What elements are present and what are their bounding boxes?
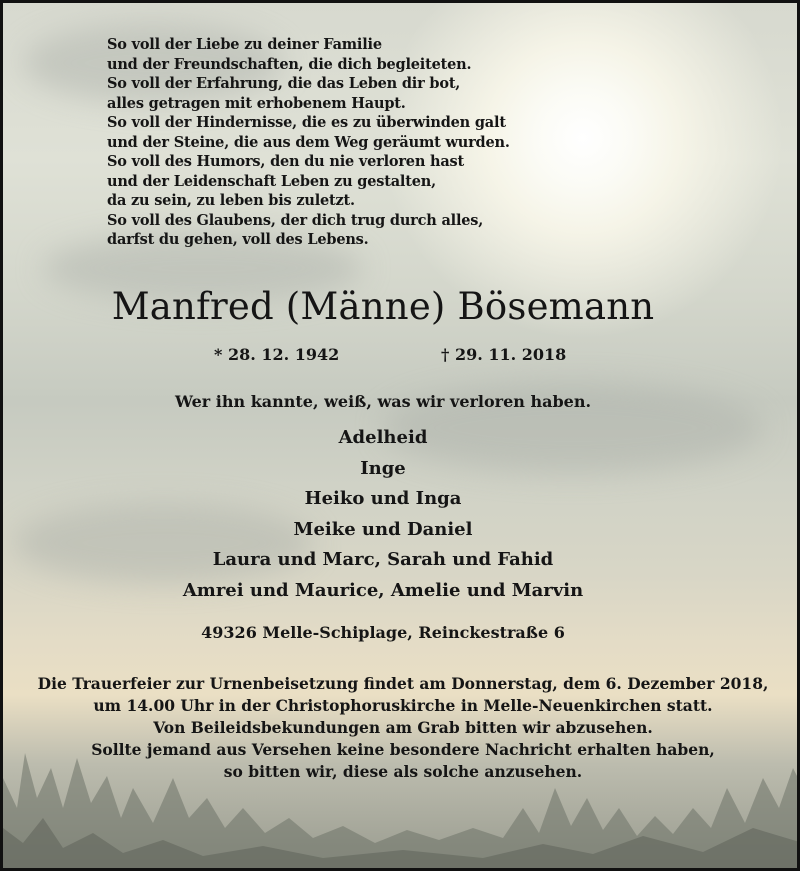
service-line: Von Beileidsbekundungen am Grab bitten wir abzusehen. (153, 718, 653, 737)
notice-content (3, 3, 797, 868)
mourner-entry: Laura und Marc, Sarah und Fahid (212, 549, 554, 570)
service-line: Sollte jemand aus Versehen keine besondere Nachricht erhalten haben, (91, 740, 715, 759)
deceased-name: Manfred (Männe) Bösemann (111, 285, 655, 328)
death-date: † 29. 11. 2018 (441, 345, 567, 364)
service-line: Die Trauerfeier zur Urnenbeisetzung findet am Donnerstag, dem 6. Dezember 2018, (37, 674, 769, 693)
service-line: so bitten wir, diese als solche anzusehen. (223, 762, 583, 781)
memorial-quote: Wer ihn kannte, weiß, was wir verloren haben. (174, 392, 592, 411)
mourner-entry: Heiko und Inga (304, 488, 462, 509)
poem-line: und der Freundschaften, die dich begleiteten. (107, 55, 472, 73)
funeral-service-info (3, 673, 800, 783)
family-address: 49326 Melle-Schiplage, Reinckestraße 6 (201, 623, 565, 642)
poem-line: darfst du gehen, voll des Lebens. (107, 231, 369, 248)
poem-line: So voll des Glaubens, der dich trug durch alles, (107, 211, 484, 229)
poem-line: und der Steine, die aus dem Weg geräumt wurden. (107, 133, 510, 151)
poem-line: alles getragen mit erhobenem Haupt. (107, 94, 406, 112)
poem-line: So voll der Erfahrung, die das Leben dir bot, (107, 75, 461, 92)
mourner-entry: Meike und Daniel (293, 518, 473, 540)
poem-line: So voll des Humors, den du nie verloren hast (107, 153, 465, 170)
poem (107, 35, 567, 250)
birth-date: * 28. 12. 1942 (214, 345, 340, 364)
mourner-entry: Inge (360, 457, 406, 479)
mourner-entry: Adelheid (338, 427, 428, 448)
poem-line: So voll der Hindernisse, die es zu überwinden galt (107, 114, 506, 131)
poem-line: da zu sein, zu leben bis zuletzt. (107, 192, 355, 209)
service-line: um 14.00 Uhr in der Christophoruskirche in Melle-Neuenkirchen statt. (93, 696, 713, 715)
mourner-entry: Amrei und Maurice, Amelie und Marvin (182, 579, 584, 601)
poem-line: und der Leidenschaft Leben zu gestalten, (107, 172, 436, 190)
poem-line: So voll der Liebe zu deiner Familie (107, 36, 382, 53)
mourners-list (3, 423, 763, 606)
